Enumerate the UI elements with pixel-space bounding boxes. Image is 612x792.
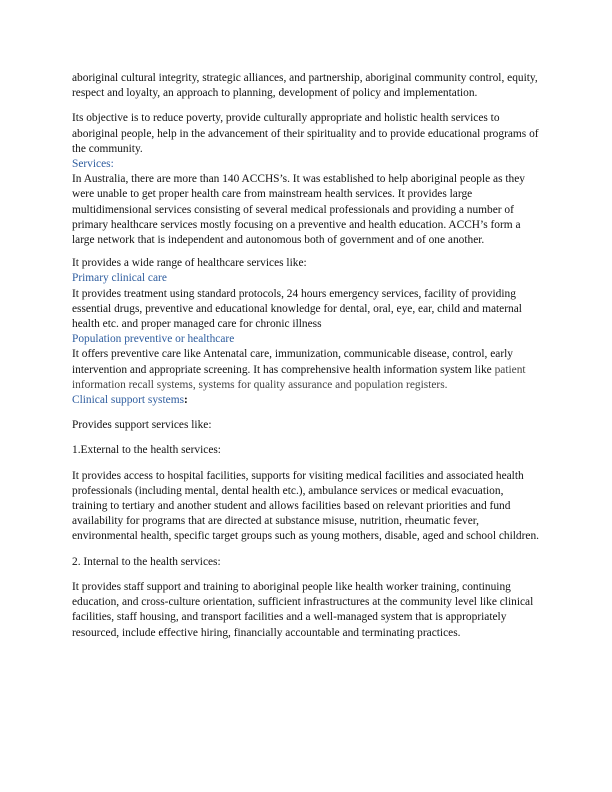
external-services-title: 1.External to the health services: — [72, 444, 221, 457]
internal-services-title: 2. Internal to the health services: — [72, 555, 221, 568]
intro-paragraph-1: aboriginal cultural integrity, strategic alliances, and partnership, aboriginal community control, equity, respect and loyalty, an approach to planning, development of policy and implementation. — [72, 72, 538, 100]
population-paragraph — [72, 347, 540, 393]
clinical-support-intro: Provides support services like: — [72, 419, 212, 432]
population-paragraph-tail: patient information recall systems, systems for quality assurance and population registers. — [72, 363, 526, 391]
external-services-paragraph: It provides access to hospital facilities, supports for visiting medical facilities and associated health professionals (including mental, dental health etc.), ambulance services or medical evacuation, training to tertiary and another student and allows facilities based on relevant priorities and fund availability for programs that are directed at substance misuse, nutrition, rheumatic fever, environmental health, specific target groups such as young mothers, disable, aged and school children. — [72, 469, 539, 543]
intro-paragraph-2: Its objective is to reduce poverty, provide culturally appropriate and holistic health services to aboriginal people, help in the advancement of their spirituality and to provide educational programs of the community. — [72, 112, 539, 155]
services-heading: Services: — [72, 158, 114, 171]
services-range-paragraph: It provides a wide range of healthcare services like: — [72, 257, 307, 270]
clinical-support-heading — [72, 393, 540, 408]
population-paragraph-main: It offers preventive care like Antenatal care, immunization, communicable disease, control, early intervention and appropriate screening. It has comprehensive health information system like — [72, 348, 513, 376]
primary-care-heading: Primary clinical care — [72, 272, 167, 285]
population-heading: Population preventive or healthcare — [72, 333, 235, 346]
primary-care-paragraph: It provides treatment using standard protocols, 24 hours emergency services, facility of providing essential drugs, preventive and educational knowledge for dental, oral, eye, ear, child and maternal health etc. and proper managed care for chronic illness — [72, 287, 522, 331]
services-paragraph: In Australia, there are more than 140 ACCHS’s. It was established to help aboriginal people as they were unable to get proper health care from mainstream health services. It provides large multidimensional services consisting of several medical professionals and providing a number of primary healthcare services mostly focusing on a preventive and health education. ACCH’s form a large network that is independent and autonomous both of government and of one another. — [72, 173, 525, 247]
clinical-support-heading-colon: : — [184, 394, 188, 407]
internal-services-paragraph: It provides staff support and training to aboriginal people like health worker training, continuing education, and cross-culture orientation, sufficient infrastructures at the community level like clinical facilities, staff housing, and transport facilities and a well-managed system that is appropriately resourced, include effective hiring, financially accountable and terminating practices. — [72, 580, 534, 639]
clinical-support-heading-text: Clinical support systems — [72, 394, 185, 407]
